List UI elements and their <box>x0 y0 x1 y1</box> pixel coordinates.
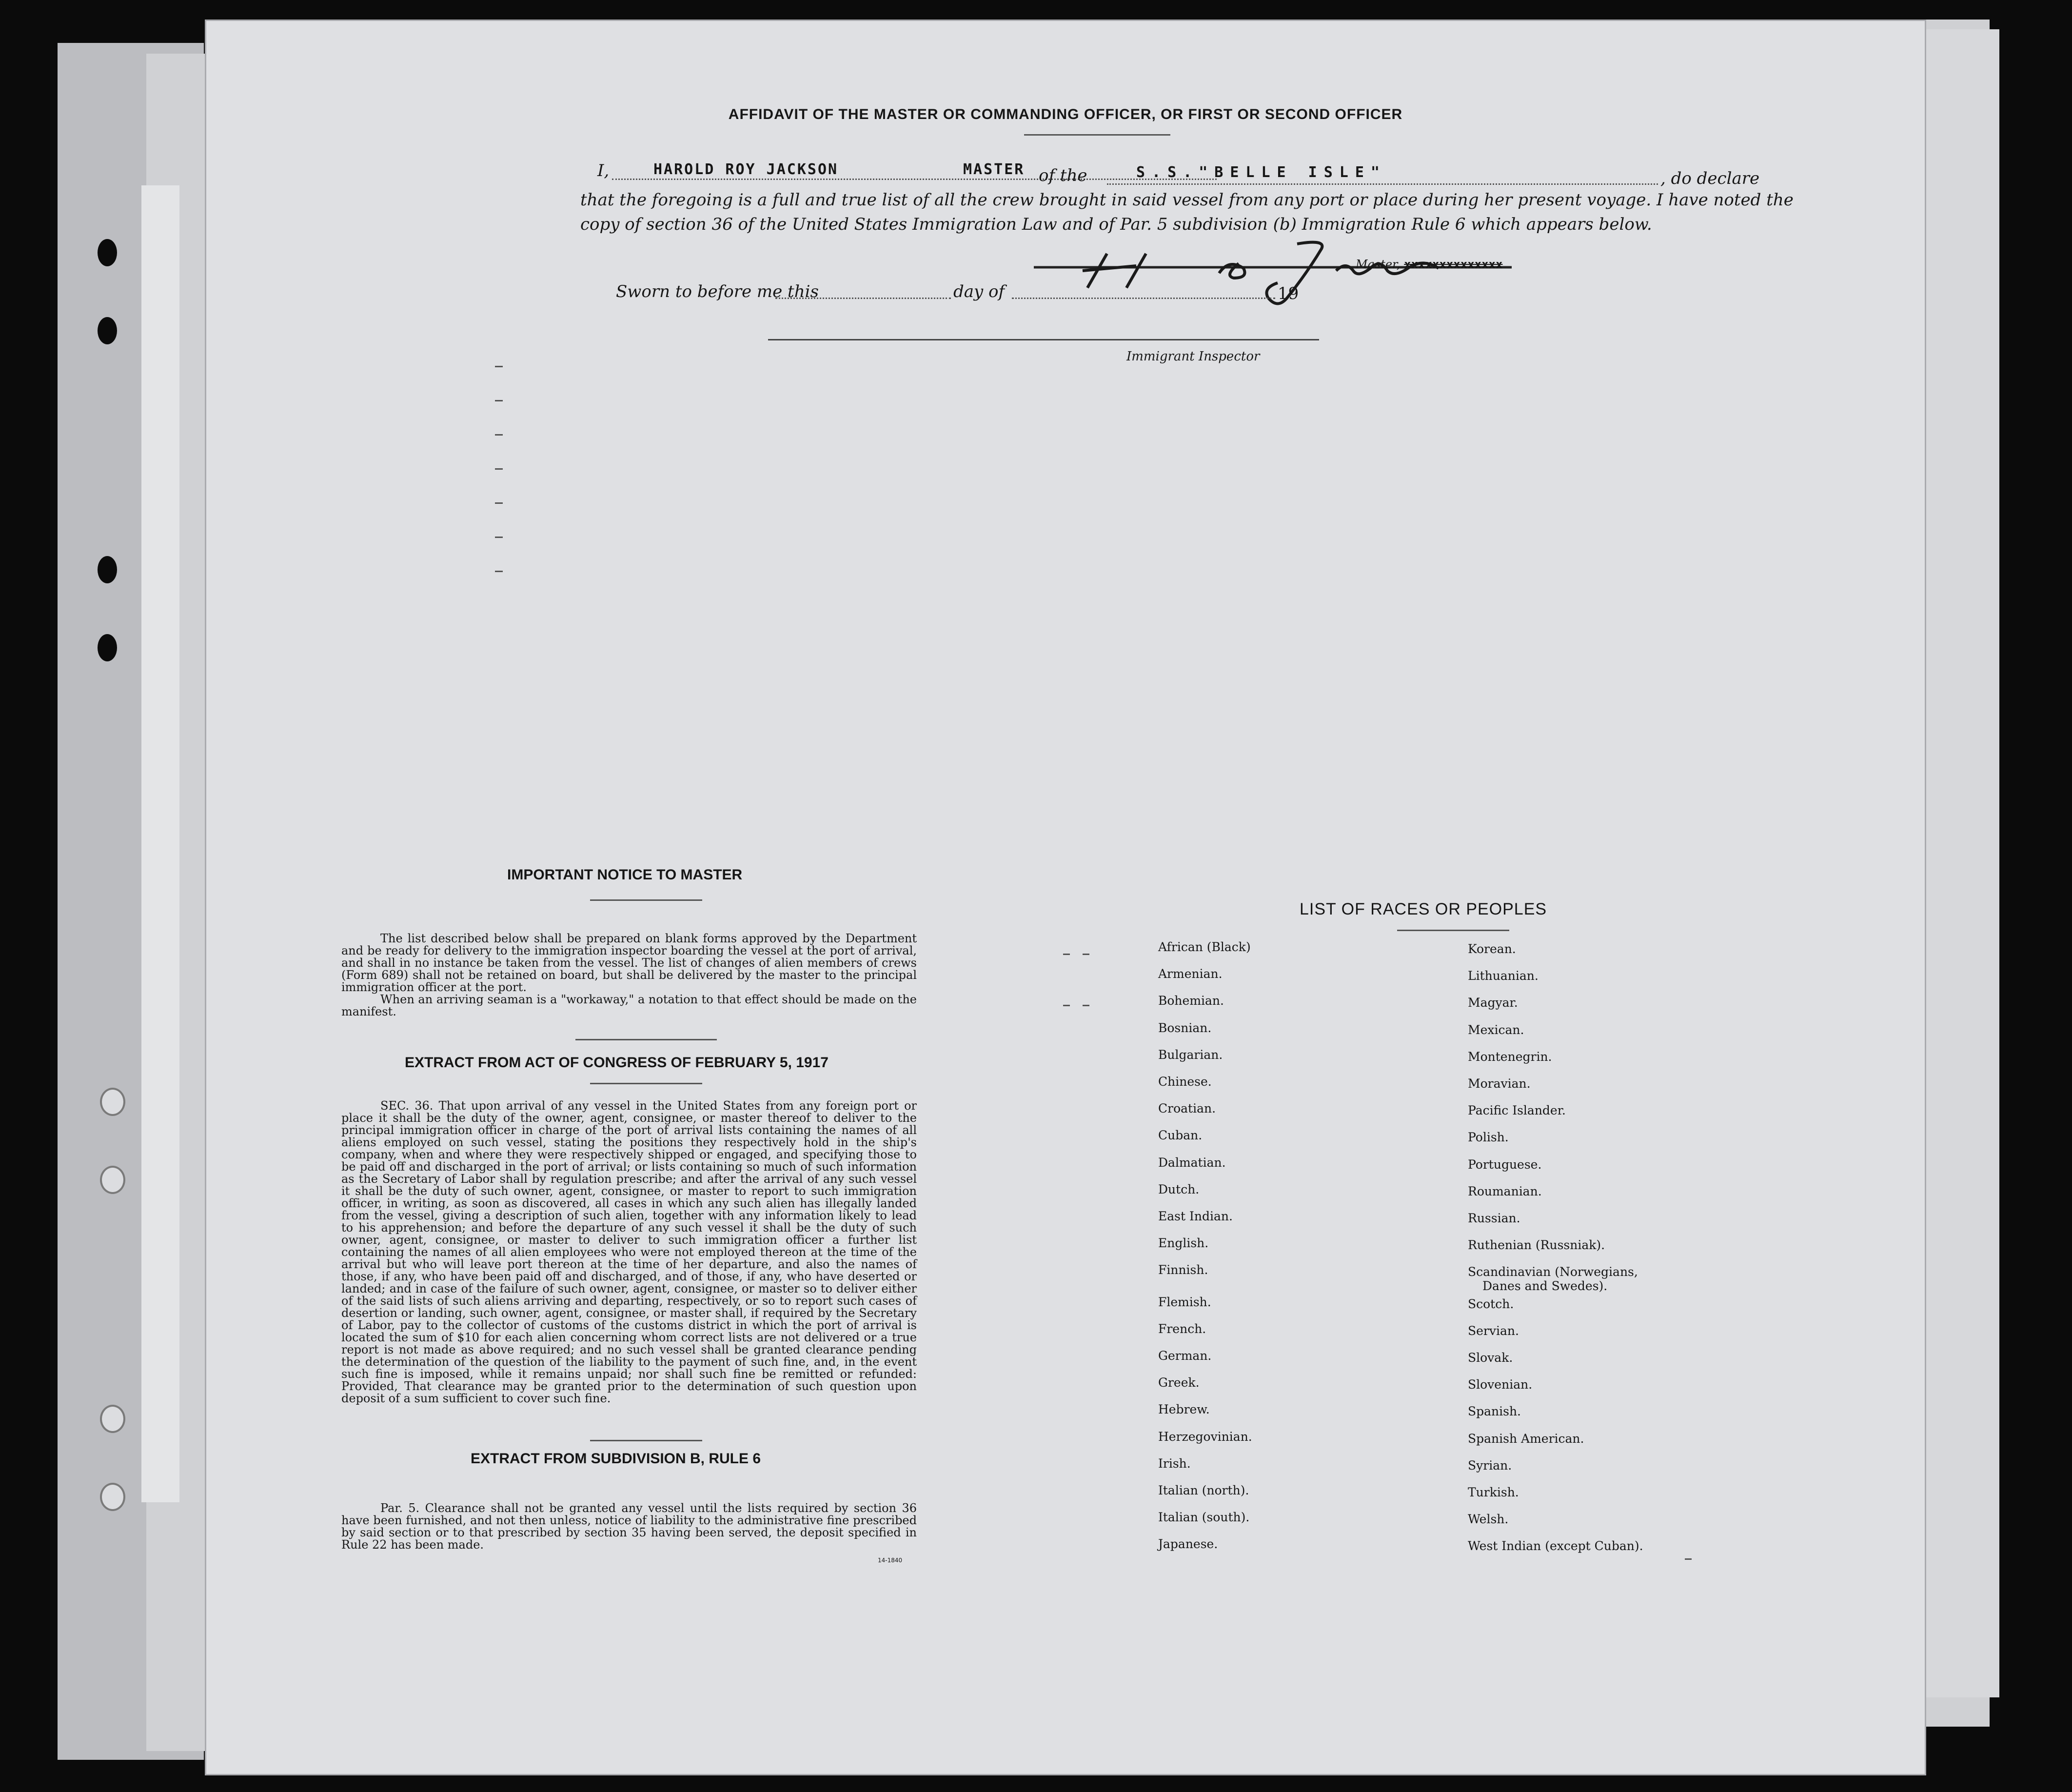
divider <box>590 899 702 901</box>
race-item <box>1468 1130 1509 1144</box>
races-title: LIST OF RACES OR PEOPLES <box>1300 900 1547 918</box>
notice-paragraph-1: The list described below shall be prepared on blank forms approved by the Department and be ready for delivery to the immigration inspector boarding the vessel at the port of arrival, and shall in no instance be taken from the vessel. The list of changes of alien members of crews (Form 689) shall not be retained on board, but shall be delivered by the master to the principal immigration officer at the port. <box>341 932 917 994</box>
race-item: French. <box>1158 1321 1206 1336</box>
affidavit-line-3: copy of section 36 of the United States Immigration Law and of Par. 5 subdivision (b) Immigration Rule 6 which appears below. <box>580 215 1652 234</box>
race-label: Servian. <box>1468 1323 1519 1338</box>
race-item <box>1468 1485 1519 1499</box>
race-item: Cuban. <box>1158 1128 1203 1143</box>
race-item <box>1468 996 1518 1010</box>
punch-hole-ring <box>100 1166 125 1194</box>
race-item <box>1468 969 1539 983</box>
race-item <box>1468 1157 1541 1172</box>
race-item: Irish. <box>1158 1456 1191 1471</box>
race-label: Lithuanian. <box>1468 969 1539 983</box>
race-label: Spanish. <box>1468 1404 1521 1419</box>
race-item: German. <box>1158 1349 1212 1363</box>
race-item: Flemish. <box>1158 1294 1211 1309</box>
affidavit-title: AFFIDAVIT OF THE MASTER OR COMMANDING OFFICER, OR FIRST OR SECOND OFFICER <box>728 106 1403 122</box>
vessel-name: S.S."BELLE ISLE" <box>1136 164 1386 181</box>
punch-hole-ring <box>100 1483 125 1511</box>
master-signature <box>1034 229 1668 312</box>
race-item: Herzegovinian. <box>1158 1429 1252 1444</box>
race-label: Turkish. <box>1468 1485 1519 1499</box>
background-sheet-right <box>1926 29 1999 1697</box>
punch-hole <box>98 317 117 344</box>
race-item: Italian (south). <box>1158 1510 1250 1525</box>
sworn-label: Sworn to before me this <box>616 282 819 301</box>
race-item <box>1468 1238 1605 1252</box>
race-label: Russian. <box>1468 1211 1520 1225</box>
race-item: English. <box>1158 1236 1209 1251</box>
affidavit-declare: , do declare <box>1660 169 1760 188</box>
dash-mark <box>1083 1005 1089 1006</box>
race-item <box>1468 942 1516 956</box>
race-item <box>1468 1050 1552 1064</box>
master-rank: MASTER <box>963 161 1025 178</box>
divider <box>590 1083 702 1084</box>
race-label: Scandinavian (Norwegians, <box>1468 1265 1638 1279</box>
race-item: Italian (north). <box>1158 1483 1249 1497</box>
dash-mark <box>1685 1558 1692 1560</box>
race-item <box>1468 1023 1524 1037</box>
race-item <box>1468 1432 1584 1446</box>
affidavit-of-the: of the <box>1039 166 1087 185</box>
race-label: Montenegrin. <box>1468 1049 1552 1064</box>
dash-mark <box>1083 954 1089 955</box>
race-item: Bosnian. <box>1158 1020 1212 1035</box>
race-item <box>1468 1377 1532 1392</box>
affidavit-i: I, <box>597 161 610 180</box>
form-code: 14-1840 <box>878 1557 903 1564</box>
race-item <box>1468 1103 1566 1117</box>
race-label: Slovak. <box>1468 1351 1513 1365</box>
day-of-label: day of <box>953 282 1005 301</box>
notice-body <box>341 933 917 1018</box>
race-label: Pacific Islander. <box>1468 1103 1566 1118</box>
notice-paragraph-2: When an arriving seaman is a "workaway," a notation to that effect should be made on the manifest. <box>341 993 917 1018</box>
fill-line <box>1012 298 1275 299</box>
race-item: Croatian. <box>1158 1101 1216 1116</box>
race-item <box>1468 1076 1531 1091</box>
race-label: Syrian. <box>1468 1458 1512 1473</box>
extract-act-paragraph: SEC. 36. That upon arrival of any vessel in the United States from any foreign port or place it shall be the duty of the owner, agent, consignee, or master thereof to deliver to the principal immigration officer in charge of the port of arrival lists containing the names of all aliens employed on such vessel, stating the positions they respectively hold in the ship's company, when and where they were respectively shipped or engaged, and specifying those to be paid off and discharged in the port of arrival; or lists containing so much of such information as the Secretary of Labor shall by regulation prescribe; and after the arrival of any such vessel it shall be the duty of such owner, agent, consignee, or master to report to such immigration officer, in writing, as soon as discovered, all cases in which any such alien has illegally landed from the vessel, giving a description of such alien, together with any information likely to lead to his apprehension; and before the departure of any such vessel it shall be the duty of such owner, agent, consignee, or master to deliver to such immigration officer a further list containing the names of all alien employees who were not employed thereon at the time of the arrival but who will leave port thereon at the time of her departure, and also the names of those, if any, who have been paid off and discharged, and of those, if any, who have deserted or landed; and in case of the failure of such owner, agent, consignee, or master so to deliver either of the said lists of such aliens arriving and departing, respectively, or so to report such cases of desertion or landing, such owner, agent, consignee, or master shall, if required by the Secretary of Labor, pay to the collector of customs of the customs district in which the port of arrival is located the sum of $10 for each alien concerning whom correct lists are not delivered or a true report is not made as above required; and no such vessel shall be granted clearance pending the determination of the question of the liability to the payment of such fine, and, in the event such fine is imposed, while it remains unpaid; nor shall such fine be remitted or refunded: Provided, That clearance may be granted prior to the determination of such question upon deposit of a sum sufficient to cover such fine. <box>341 1099 917 1405</box>
race-item: African (Black) <box>1158 940 1251 954</box>
race-item <box>1468 1404 1521 1418</box>
race-label: Korean. <box>1468 942 1516 956</box>
dash-mark <box>495 468 503 470</box>
race-item: Armenian. <box>1158 967 1223 981</box>
race-label: Moravian. <box>1468 1076 1531 1091</box>
race-item: Chinese. <box>1158 1075 1212 1089</box>
race-label-continued: Danes and Swedes). <box>1482 1279 1608 1294</box>
manifest-page <box>205 20 1926 1775</box>
race-item <box>1468 1324 1519 1338</box>
race-label: Spanish American. <box>1468 1431 1584 1446</box>
race-label: Roumanian. <box>1468 1184 1542 1198</box>
race-label: Portuguese. <box>1468 1157 1542 1172</box>
race-item <box>1468 1265 1638 1293</box>
divider <box>1397 930 1509 931</box>
divider <box>590 1440 702 1441</box>
extract-act-title: EXTRACT FROM ACT OF CONGRESS OF FEBRUARY 5, 1917 <box>405 1055 829 1071</box>
race-label: Mexican. <box>1468 1022 1524 1037</box>
race-item <box>1468 1184 1542 1198</box>
extract-act-body <box>341 1100 917 1405</box>
race-label: Polish. <box>1468 1130 1509 1145</box>
race-item <box>1468 1351 1513 1365</box>
race-label: West Indian (except Cuban). <box>1468 1539 1643 1553</box>
race-item: Bohemian. <box>1158 994 1224 1008</box>
race-item <box>1468 1211 1520 1225</box>
dash-mark <box>495 537 503 538</box>
race-item <box>1468 1512 1508 1526</box>
dash-mark <box>495 502 503 504</box>
dash-mark <box>495 434 503 436</box>
fill-line <box>1107 183 1658 185</box>
race-item: Finnish. <box>1158 1263 1208 1277</box>
dash-mark <box>495 571 503 572</box>
dash-mark <box>1063 1005 1070 1006</box>
race-item: Dutch. <box>1158 1182 1200 1196</box>
race-item <box>1468 1458 1512 1473</box>
race-item: Japanese. <box>1158 1537 1218 1552</box>
extract-rule-title: EXTRACT FROM SUBDIVISION B, RULE 6 <box>471 1451 761 1467</box>
race-item: Hebrew. <box>1158 1402 1210 1417</box>
race-label: Scotch. <box>1468 1296 1514 1311</box>
fill-line <box>775 298 951 299</box>
race-item: Greek. <box>1158 1375 1200 1390</box>
extract-rule-paragraph: Par. 5. Clearance shall not be granted any vessel until the lists required by section 36 have been furnished, and not then unless, notice of liability to the administrative fine prescribed by said section or to that prescribed by section 35 having been served, the deposit specified in Rule 22 has been made. <box>341 1501 917 1552</box>
dash-mark <box>495 366 503 367</box>
notice-title: IMPORTANT NOTICE TO MASTER <box>507 867 743 883</box>
race-item <box>1468 1539 1643 1553</box>
master-name: HAROLD ROY JACKSON <box>653 161 839 178</box>
punch-hole <box>98 556 117 583</box>
race-item: Bulgarian. <box>1158 1047 1223 1062</box>
race-label: Slovenian. <box>1468 1377 1533 1392</box>
divider <box>1024 134 1170 136</box>
paper-tab-strip <box>141 185 179 1502</box>
affidavit-line-2: that the foregoing is a full and true list of all the crew brought in said vessel from any port or place during her present voyage. I have noted the <box>580 190 1794 210</box>
fill-line <box>612 179 1217 180</box>
punch-hole <box>98 239 117 266</box>
divider <box>575 1039 717 1040</box>
punch-hole-ring <box>100 1088 125 1116</box>
dash-mark <box>1063 954 1070 955</box>
race-label: Magyar. <box>1468 996 1518 1010</box>
race-label: Ruthenian (Russniak). <box>1468 1238 1605 1253</box>
signature-label: Master, xxxxxxxxxxxxxx <box>1356 258 1503 271</box>
punch-hole <box>98 634 117 661</box>
extract-rule-body <box>341 1502 917 1551</box>
struck-title: xxxxxxxxxxxxxx <box>1404 258 1503 271</box>
race-item <box>1468 1297 1514 1311</box>
dash-mark <box>495 400 503 401</box>
year-prefix: 19 <box>1278 284 1299 303</box>
race-item: Dalmatian. <box>1158 1155 1226 1170</box>
inspector-label: Immigrant Inspector <box>1126 349 1260 364</box>
punch-hole-ring <box>100 1405 125 1433</box>
race-label: Welsh. <box>1468 1512 1509 1527</box>
race-item: East Indian. <box>1158 1209 1233 1223</box>
inspector-signature-line <box>768 339 1319 340</box>
